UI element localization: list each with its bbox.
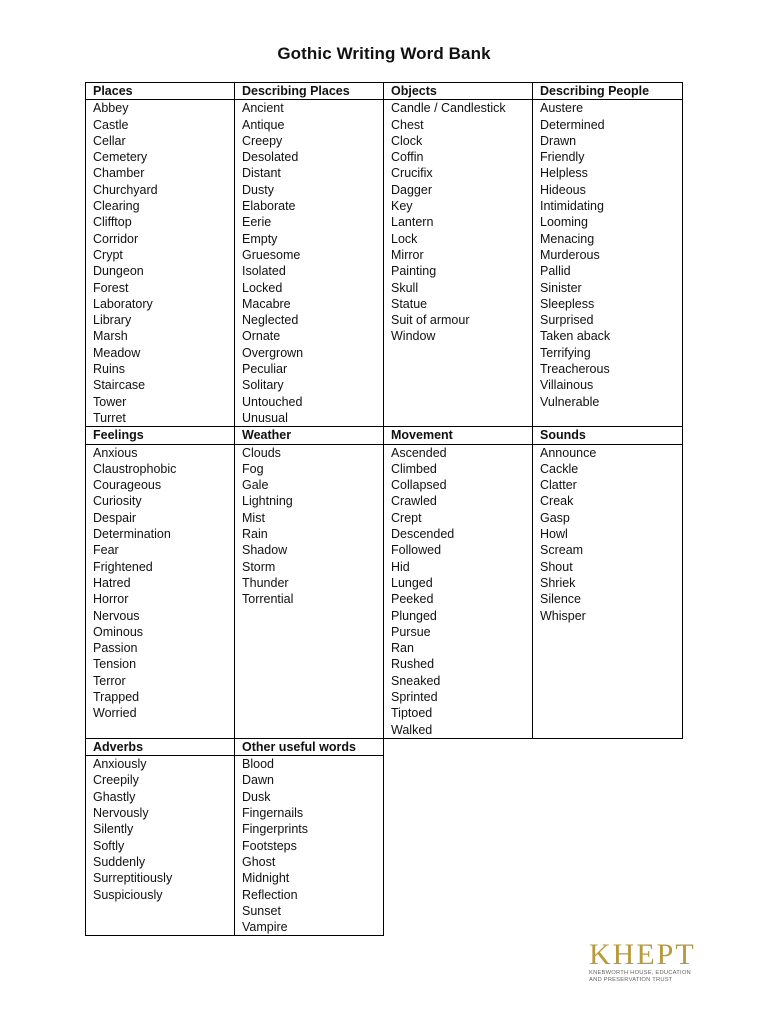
word-bank-table bbox=[85, 82, 683, 936]
word-item: Turret bbox=[93, 410, 126, 425]
word-item: Creak bbox=[540, 494, 574, 509]
word-item: Climbed bbox=[391, 461, 437, 476]
page-title: Gothic Writing Word Bank bbox=[277, 44, 491, 63]
column-header: Describing Places bbox=[235, 83, 384, 100]
word-item: Fear bbox=[93, 543, 119, 558]
word-item: Staircase bbox=[93, 378, 146, 393]
word-item: Determined bbox=[540, 117, 605, 132]
word-item: Desolated bbox=[242, 150, 299, 165]
word-item: Sleepless bbox=[540, 296, 595, 311]
word-item: Rushed bbox=[391, 657, 435, 672]
word-item: Painting bbox=[391, 264, 437, 279]
word-item: Fog bbox=[242, 461, 264, 476]
column-header: Places bbox=[86, 83, 235, 100]
word-item: Thunder bbox=[242, 575, 289, 590]
section-words-row bbox=[86, 100, 683, 427]
empty-cell bbox=[533, 756, 683, 936]
word-item: Crept bbox=[391, 510, 422, 525]
word-item: Neglected bbox=[242, 313, 299, 328]
word-item: Overgrown bbox=[242, 345, 304, 360]
word-list-cell bbox=[235, 756, 384, 936]
word-item: Peeked bbox=[391, 592, 434, 607]
empty-cell bbox=[384, 756, 533, 936]
word-item: Nervous bbox=[93, 608, 140, 623]
word-item: Churchyard bbox=[93, 182, 158, 197]
word-item: Window bbox=[391, 329, 436, 344]
word-item: Elaborate bbox=[242, 199, 296, 214]
word-item: Scream bbox=[540, 543, 584, 558]
word-item: Storm bbox=[242, 559, 276, 574]
word-item: Followed bbox=[391, 543, 442, 558]
empty-cell bbox=[384, 738, 533, 755]
word-item: Footsteps bbox=[242, 838, 297, 853]
logo-wordmark: KHEPT bbox=[589, 938, 696, 971]
word-item: Meadow bbox=[93, 345, 141, 360]
word-item: Creepy bbox=[242, 133, 283, 148]
word-item: Ascended bbox=[391, 445, 447, 460]
word-item: Clifftop bbox=[93, 215, 132, 230]
word-item: Corridor bbox=[93, 231, 139, 246]
word-item: Villainous bbox=[540, 378, 594, 393]
word-item: Lightning bbox=[242, 494, 293, 509]
column-header: Objects bbox=[384, 83, 533, 100]
word-item: Horror bbox=[93, 592, 129, 607]
word-item: Candle / Candlestick bbox=[391, 101, 506, 116]
column-header: Other useful words bbox=[235, 738, 384, 755]
word-item: Suspiciously bbox=[93, 887, 163, 902]
word-item: Worried bbox=[93, 706, 137, 721]
word-item: Isolated bbox=[242, 264, 286, 279]
word-item: Courageous bbox=[93, 478, 162, 493]
word-item: Dusty bbox=[242, 182, 274, 197]
word-item: Anxiously bbox=[93, 757, 147, 772]
word-item: Rain bbox=[242, 527, 268, 542]
word-item: Surprised bbox=[540, 313, 594, 328]
word-item: Clearing bbox=[93, 199, 140, 214]
word-item: Gale bbox=[242, 478, 269, 493]
word-list-cell bbox=[533, 444, 683, 738]
word-item: Lantern bbox=[391, 215, 434, 230]
word-item: Tension bbox=[93, 657, 137, 672]
column-header: Adverbs bbox=[86, 738, 235, 755]
word-item: Fingerprints bbox=[242, 822, 308, 837]
word-item: Sprinted bbox=[391, 689, 438, 704]
word-list-cell bbox=[86, 100, 235, 427]
word-list-cell bbox=[384, 100, 533, 427]
word-item: Sneaked bbox=[391, 673, 441, 688]
word-item: Ruins bbox=[93, 362, 125, 377]
column-header: Sounds bbox=[533, 427, 683, 444]
word-item: Despair bbox=[93, 510, 137, 525]
word-item: Skull bbox=[391, 280, 419, 295]
word-list-cell bbox=[235, 100, 384, 427]
word-item: Midnight bbox=[242, 871, 290, 886]
column-header: Movement bbox=[384, 427, 533, 444]
word-item: Macabre bbox=[242, 296, 291, 311]
word-item: Descended bbox=[391, 527, 455, 542]
word-item: Helpless bbox=[540, 166, 588, 181]
word-item: Surreptitiously bbox=[93, 871, 173, 886]
logo-subtitle-line-1: KNEBWORTH HOUSE, EDUCATION bbox=[589, 970, 691, 976]
section-words-row bbox=[86, 444, 683, 738]
word-item: Ominous bbox=[93, 624, 144, 639]
word-item: Tower bbox=[93, 394, 127, 409]
word-item: Hid bbox=[391, 559, 410, 574]
word-item: Blood bbox=[242, 757, 274, 772]
word-item: Untouched bbox=[242, 394, 303, 409]
word-item: Coffin bbox=[391, 150, 424, 165]
khept-logo bbox=[589, 940, 701, 984]
word-item: Dagger bbox=[391, 182, 432, 197]
word-item: Nervously bbox=[93, 806, 149, 821]
word-item: Laboratory bbox=[93, 296, 153, 311]
word-list-cell bbox=[86, 756, 235, 936]
word-list-cell bbox=[384, 444, 533, 738]
word-item: Terrifying bbox=[540, 345, 591, 360]
word-item: Treacherous bbox=[540, 362, 610, 377]
section-header-row bbox=[86, 738, 683, 755]
word-item: Empty bbox=[242, 231, 278, 246]
word-item: Suddenly bbox=[93, 854, 146, 869]
word-item: Peculiar bbox=[242, 362, 288, 377]
word-item: Pursue bbox=[391, 624, 431, 639]
word-item: Passion bbox=[93, 641, 138, 656]
word-item: Cemetery bbox=[93, 150, 148, 165]
column-header: Describing People bbox=[533, 83, 683, 100]
section-words-row bbox=[86, 756, 683, 936]
section-header-row bbox=[86, 83, 683, 100]
word-item: Cellar bbox=[93, 133, 126, 148]
word-item: Ghost bbox=[242, 854, 276, 869]
word-item: Crucifix bbox=[391, 166, 433, 181]
word-item: Shadow bbox=[242, 543, 288, 558]
word-item: Silence bbox=[540, 592, 581, 607]
word-item: Dusk bbox=[242, 789, 271, 804]
word-item: Looming bbox=[540, 215, 588, 230]
word-item: Hatred bbox=[93, 575, 131, 590]
word-item: Shriek bbox=[540, 575, 576, 590]
word-item: Shout bbox=[540, 559, 573, 574]
word-item: Collapsed bbox=[391, 478, 447, 493]
word-item: Hideous bbox=[540, 182, 586, 197]
word-item: Ghastly bbox=[93, 789, 136, 804]
word-item: Gasp bbox=[540, 510, 570, 525]
word-item: Lunged bbox=[391, 575, 433, 590]
word-item: Gruesome bbox=[242, 247, 301, 262]
word-item: Whisper bbox=[540, 608, 586, 623]
word-item: Statue bbox=[391, 296, 428, 311]
word-item: Cackle bbox=[540, 461, 579, 476]
word-item: Mirror bbox=[391, 247, 424, 262]
word-item: Clatter bbox=[540, 478, 577, 493]
word-item: Anxious bbox=[93, 445, 138, 460]
word-item: Suit of armour bbox=[391, 313, 470, 328]
word-item: Menacing bbox=[540, 231, 595, 246]
word-item: Silently bbox=[93, 822, 134, 837]
word-item: Plunged bbox=[391, 608, 437, 623]
logo-subtitle-line-2: AND PRESERVATION TRUST bbox=[589, 977, 673, 983]
word-item: Austere bbox=[540, 101, 584, 116]
word-item: Frightened bbox=[93, 559, 153, 574]
word-item: Softly bbox=[93, 838, 125, 853]
word-item: Forest bbox=[93, 280, 129, 295]
word-item: Friendly bbox=[540, 150, 585, 165]
word-item: Distant bbox=[242, 166, 281, 181]
word-item: Intimidating bbox=[540, 199, 604, 214]
word-item: Sunset bbox=[242, 903, 281, 918]
word-item: Tiptoed bbox=[391, 706, 433, 721]
word-list-cell bbox=[86, 444, 235, 738]
word-item: Walked bbox=[391, 722, 433, 737]
word-item: Marsh bbox=[93, 329, 128, 344]
word-item: Chamber bbox=[93, 166, 145, 181]
word-list-cell bbox=[235, 444, 384, 738]
empty-cell bbox=[533, 738, 683, 755]
word-item: Dungeon bbox=[93, 264, 144, 279]
word-item: Curiosity bbox=[93, 494, 142, 509]
word-item: Ancient bbox=[242, 101, 284, 116]
word-item: Clock bbox=[391, 133, 423, 148]
column-header: Weather bbox=[235, 427, 384, 444]
word-item: Clouds bbox=[242, 445, 281, 460]
word-item: Solitary bbox=[242, 378, 284, 393]
word-item: Reflection bbox=[242, 887, 298, 902]
column-header: Feelings bbox=[86, 427, 235, 444]
word-item: Chest bbox=[391, 117, 424, 132]
section-header-row bbox=[86, 427, 683, 444]
word-item: Trapped bbox=[93, 689, 140, 704]
word-item: Sinister bbox=[540, 280, 582, 295]
word-item: Terror bbox=[93, 673, 126, 688]
word-item: Unusual bbox=[242, 410, 288, 425]
word-item: Crawled bbox=[391, 494, 437, 509]
word-list-cell bbox=[533, 100, 683, 427]
word-item: Dawn bbox=[242, 773, 274, 788]
word-item: Fingernails bbox=[242, 806, 304, 821]
word-item: Library bbox=[93, 313, 132, 328]
word-item: Ornate bbox=[242, 329, 281, 344]
word-item: Lock bbox=[391, 231, 418, 246]
word-item: Claustrophobic bbox=[93, 461, 177, 476]
word-item: Pallid bbox=[540, 264, 571, 279]
word-item: Castle bbox=[93, 117, 129, 132]
word-item: Locked bbox=[242, 280, 283, 295]
word-item: Determination bbox=[93, 527, 171, 542]
word-item: Ran bbox=[391, 641, 414, 656]
word-item: Taken aback bbox=[540, 329, 611, 344]
word-item: Vampire bbox=[242, 920, 288, 935]
word-item: Murderous bbox=[540, 247, 600, 262]
word-item: Crypt bbox=[93, 247, 123, 262]
word-item: Vulnerable bbox=[540, 394, 600, 409]
word-item: Torrential bbox=[242, 592, 294, 607]
word-item: Abbey bbox=[93, 101, 129, 116]
word-item: Howl bbox=[540, 527, 568, 542]
word-item: Antique bbox=[242, 117, 285, 132]
word-item: Announce bbox=[540, 445, 597, 460]
word-item: Creepily bbox=[93, 773, 139, 788]
word-item: Drawn bbox=[540, 133, 577, 148]
word-item: Mist bbox=[242, 510, 265, 525]
word-item: Key bbox=[391, 199, 413, 214]
word-item: Eerie bbox=[242, 215, 272, 230]
